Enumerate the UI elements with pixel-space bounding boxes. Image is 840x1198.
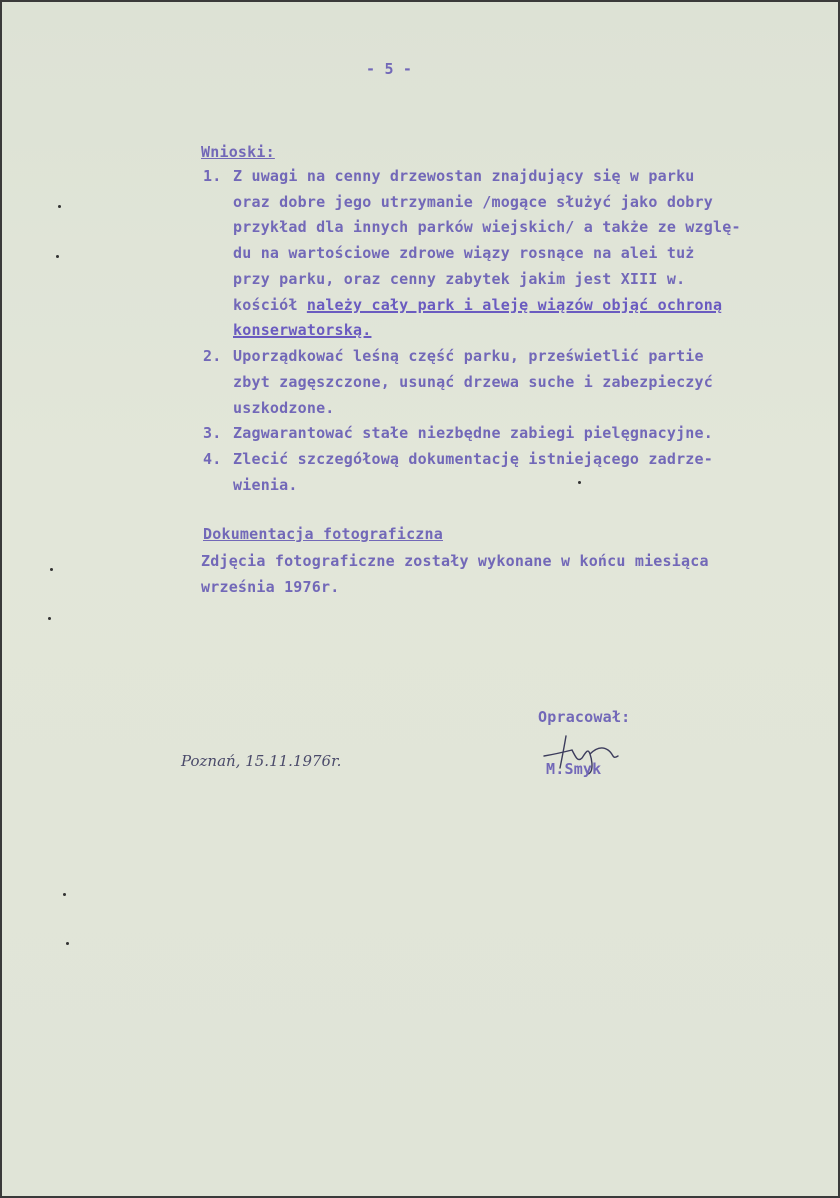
item-line: uszkodzone. xyxy=(233,399,335,417)
item-line: Zlecić szczegółową dokumentację istniejącego zadrze- xyxy=(233,450,713,468)
scan-speck xyxy=(56,255,59,258)
conclusions-heading: Wnioski: xyxy=(201,143,275,161)
item-line: oraz dobre jego utrzymanie /mogące służyć jako dobry xyxy=(233,193,713,211)
item-number: 2. xyxy=(203,347,222,365)
photo-doc-line: września 1976r. xyxy=(201,578,340,596)
page-number: - 5 - xyxy=(366,60,413,78)
item-line-prefix: kościół xyxy=(233,296,298,314)
author-name: M.Smyk xyxy=(546,760,602,778)
place-date-handwritten: Poznań, 15.11.1976r. xyxy=(181,752,342,770)
scan-speck xyxy=(48,617,51,620)
scan-speck xyxy=(58,205,61,208)
scan-speck xyxy=(63,893,66,896)
item-line: Zagwarantować stałe niezbędne zabiegi pielęgnacyjne. xyxy=(233,424,713,442)
item-line: du na wartościowe zdrowe wiązy rosnące na alei tuż xyxy=(233,244,695,262)
item-line: przykład dla innych parków wiejskich/ a także ze wzglę- xyxy=(233,218,741,236)
scan-speck xyxy=(66,942,69,945)
underlined-recommendation: konserwatorską. xyxy=(233,321,372,339)
item-line xyxy=(233,296,722,314)
item-line: Z uwagi na cenny drzewostan znajdujący się w parku xyxy=(233,167,695,185)
item-line: przy parku, oraz cenny zabytek jakim jest XIII w. xyxy=(233,270,686,288)
item-line: zbyt zagęszczone, usunąć drzewa suche i zabezpieczyć xyxy=(233,373,713,391)
scan-speck xyxy=(50,568,53,571)
item-number: 1. xyxy=(203,167,222,185)
item-number: 3. xyxy=(203,424,222,442)
photo-doc-heading: Dokumentacja fotograficzna xyxy=(203,525,443,543)
item-number: 4. xyxy=(203,450,222,468)
photo-doc-line: Zdjęcia fotograficzne zostały wykonane w końcu miesiąca xyxy=(201,552,709,570)
item-line: Uporządkować leśną część parku, prześwietlić partie xyxy=(233,347,704,365)
underlined-recommendation: należy cały park i aleję wiązów objąć ochroną xyxy=(306,296,723,314)
prepared-by-label: Opracował: xyxy=(538,708,631,726)
scan-speck xyxy=(578,481,581,484)
item-line: wienia. xyxy=(233,476,298,494)
